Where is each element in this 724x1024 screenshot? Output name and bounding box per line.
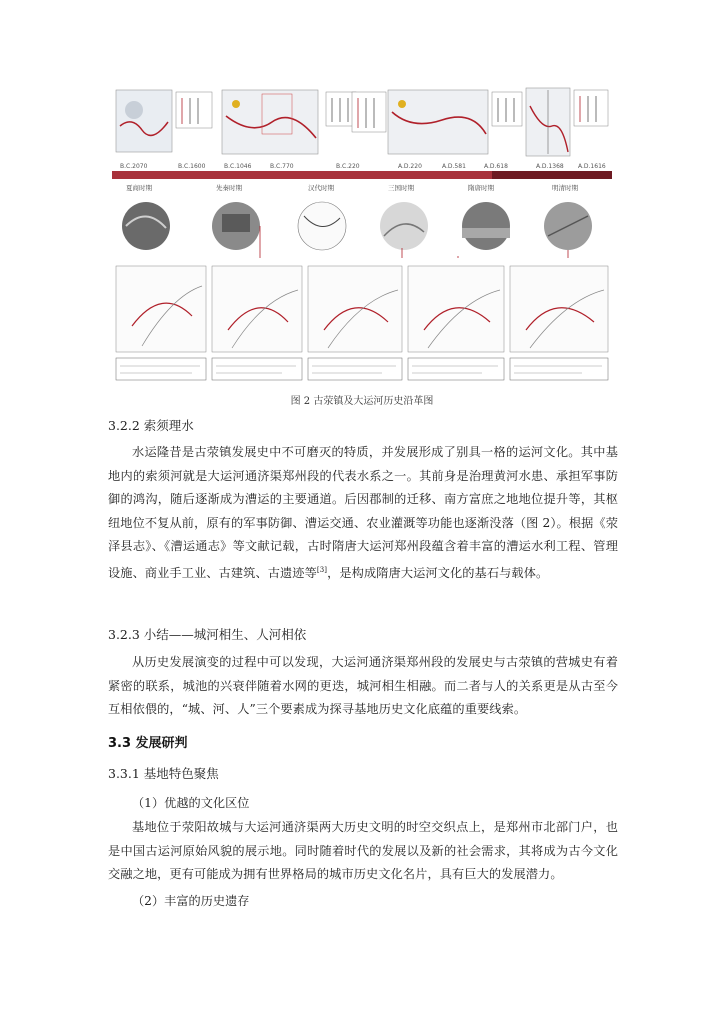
timeline-period-1: 先秦时期 [216,184,242,192]
timeline-date-7: A.D.618 [484,163,508,170]
top-map-1-note [176,92,212,128]
note-boxes [116,358,608,380]
history-figure [112,86,612,386]
timeline-dates [120,163,606,170]
section-3-2-3-paragraph: 从历史发展演变的过程中可以发现，大运河通济渠郑州段的发展史与古荥镇的营城史有着紧密的联系，城池的兴衰伴随着水网的更迭，城河相生相融。而二者与人的关系更是从古至今互相依偎的，“城、河、人”三个要素成为探寻基地历史文化底蕴的重要线索。 [108,655,618,716]
timeline [112,168,612,182]
item-1-title: （1）优越的文化区位 [132,796,250,810]
top-map-2 [222,90,318,154]
section-3-3-1-heading: 3.3.1 基地特色聚焦 [108,766,219,781]
figure-caption: 图 2 古荥镇及大运河历史沿革图 [290,396,434,407]
top-map-2-note-b [352,92,386,132]
top-map-3 [388,90,488,154]
top-map-3-note [492,92,522,126]
bottom-map-1 [116,266,206,352]
photo-circle-6 [544,202,592,250]
photo-circle-4 [380,202,428,250]
section-3-3-heading: 3.3 发展研判 [108,736,188,751]
section-3-2-2-text: 水运隆昔是古荥镇发展史中不可磨灭的特质，并发展形成了别具一格的运河文化。其中基地内的索须河就是大运河通济渠郑州段的代表水系之一。其前身是治理黄河水患、承担军事防御的鸿沟，随后逐渐成为漕运的主要通道。后因郡制的迁移、南方富庶之地地位提升等，其枢纽地位不复从前，原有的军事防御、漕运交通、农业灌溉等功能也逐渐没落（图 2）。根据《荥泽县志》、《漕运通志》等文献记载，古时隋唐大运河郑州段蕴含着丰富的漕运水利工程、管理设施、商业手工业、古建筑、古遗迹等 [108,445,618,580]
bottom-map-2 [212,266,302,352]
section-3-2-2-text-end: ，是构成隋唐大运河文化的基石与载体。 [327,565,549,580]
reference-mark: [3] [316,565,328,574]
bottom-map-3 [308,266,402,352]
timeline-period-2: 汉代时期 [308,184,334,192]
photo-circle-5 [462,202,510,250]
timeline-period-5: 明清时期 [552,184,578,192]
photo-circle-1 [122,202,170,250]
timeline-date-8: A.D.1368 [536,163,564,170]
timeline-date-0: B.C.2070 [120,163,148,170]
section-3-2-3-heading: 3.2.3 小结——城河相生、人河相依 [108,627,307,642]
item-2-title: （2）丰富的历史遗存 [132,894,250,908]
timeline-period-0: 夏商时期 [126,184,152,192]
timeline-date-9: A.D.1616 [578,163,606,170]
top-map-4-note [574,90,608,126]
timeline-period-4: 隋唐时期 [468,184,494,192]
timeline-periods [126,183,579,192]
timeline-date-3: B.C.770 [270,163,294,170]
timeline-date-2: B.C.1046 [224,163,252,170]
timeline-date-6: A.D.581 [442,163,466,170]
photo-circle-2 [212,202,260,250]
timeline-date-4: B.C.220 [336,163,360,170]
timeline-date-5: A.D.220 [398,163,422,170]
photo-circle-3 [298,202,346,250]
top-map-4 [526,88,570,156]
section-3-2-2-heading: 3.2.2 索须理水 [108,418,194,433]
timeline-date-1: B.C.1600 [178,163,206,170]
bottom-map-5 [510,266,608,352]
top-map-2-note [326,92,356,126]
bottom-map-4 [408,266,504,352]
timeline-period-3: 三国时期 [388,184,414,192]
section-3-2-2-paragraph [108,441,618,585]
item-1-paragraph: 基地位于荥阳故城与大运河通济渠两大历史文明的时空交织点上，是郑州市北部门户，也是中国古运河原始风貌的展示地。同时随着时代的发展以及新的社会需求，其将成为古今文化交融之地，更有可能成为拥有世界格局的城市历史文化名片，具有巨大的发展潜力。 [108,820,618,881]
top-map-1 [116,90,172,152]
